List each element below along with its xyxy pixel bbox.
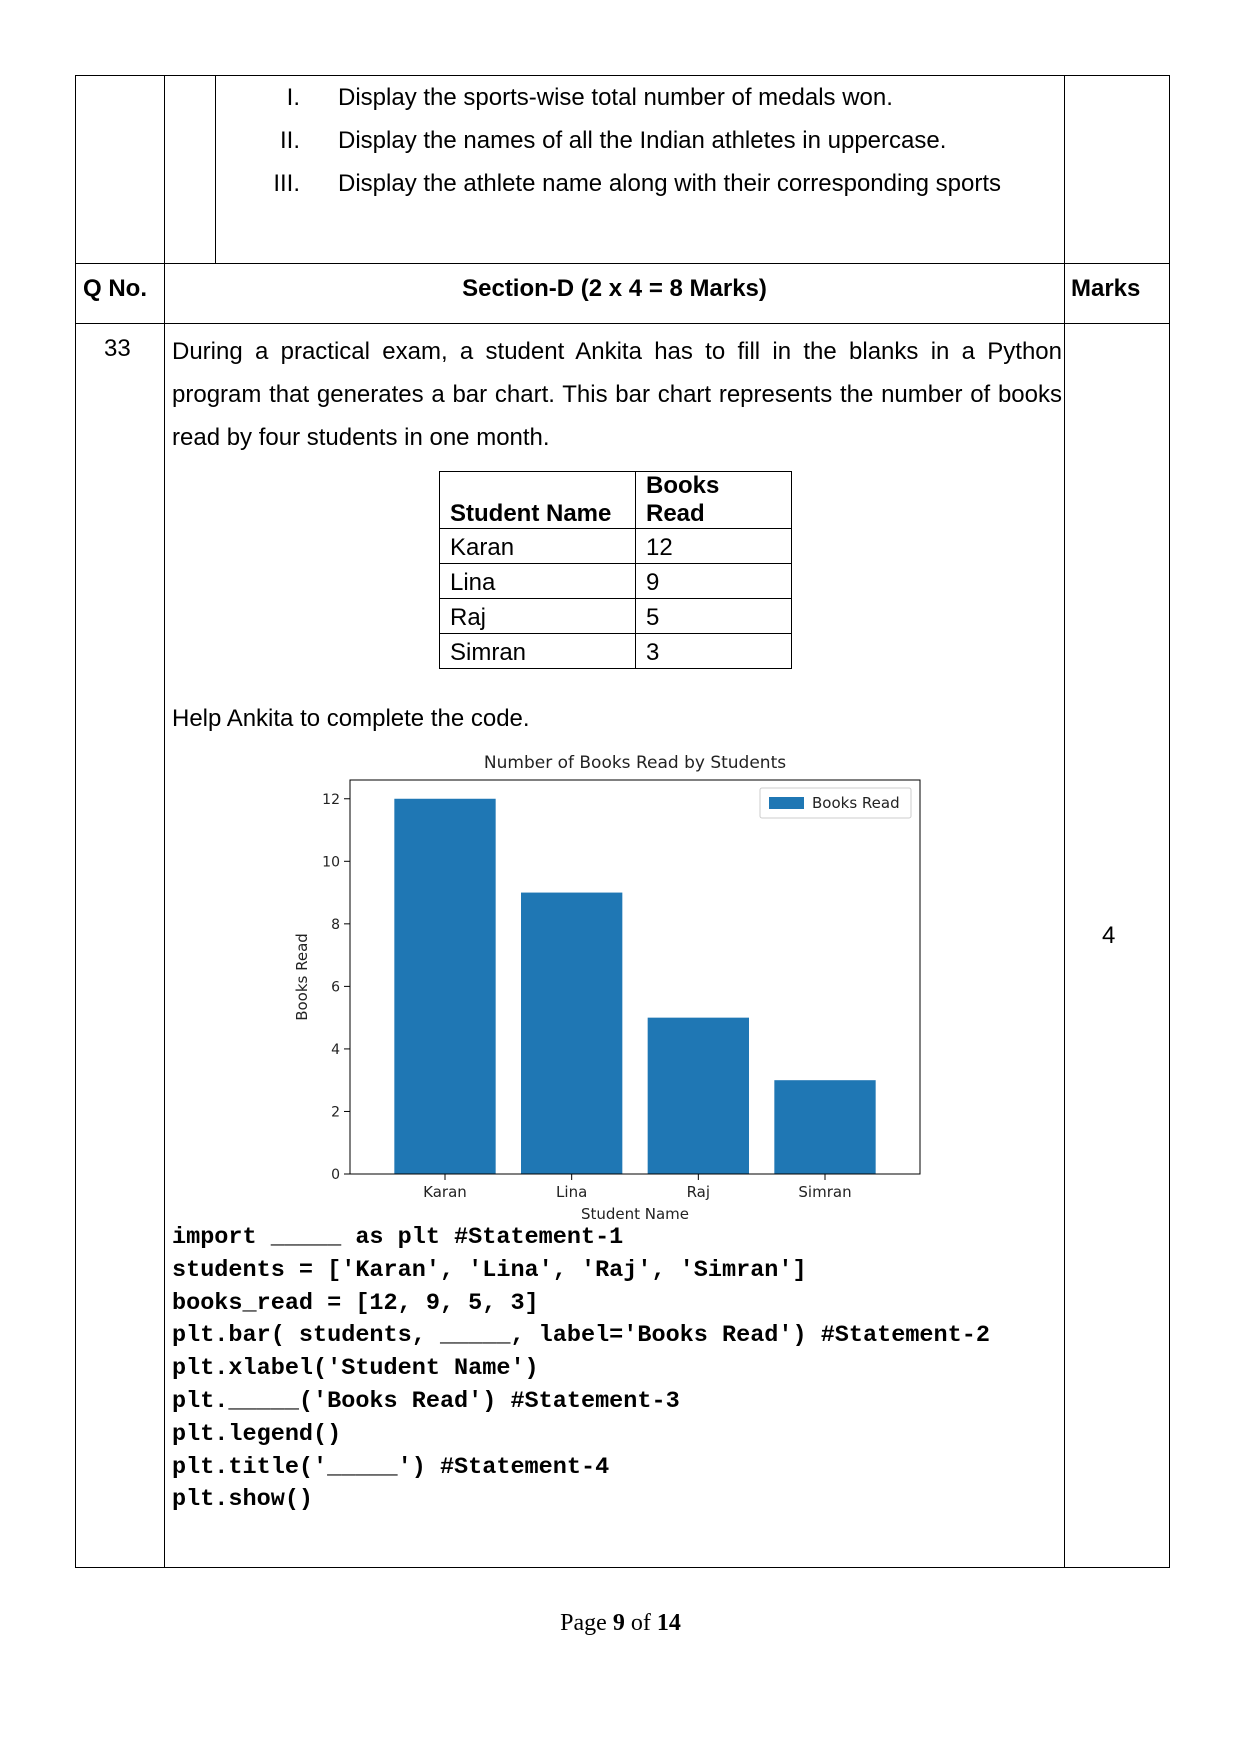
code-block (172, 1222, 990, 1517)
chart-bars (394, 799, 875, 1174)
y-tick-label: 0 (331, 1167, 340, 1183)
item-number: I. (286, 84, 300, 111)
code-line: plt.bar( students, _____, label='Books Read') #Statement-2 (172, 1322, 990, 1350)
table-cell: Lina (440, 564, 636, 599)
x-axis-label: Student Name (580, 1205, 690, 1223)
table-cell: 9 (636, 564, 792, 599)
bar-karan (394, 799, 495, 1174)
legend-label: Books Read (812, 794, 900, 812)
row-divider-header-bottom (75, 323, 1170, 324)
bar-chart (280, 745, 940, 1225)
marks-header: Marks (1071, 275, 1141, 302)
table-header-row (440, 472, 792, 529)
code-line: import _____ as plt #Statement-1 (172, 1224, 624, 1251)
row-divider-header-top (75, 263, 1170, 264)
x-tick-label: Lina (556, 1183, 588, 1201)
table-row (440, 599, 792, 634)
footer-of-word: of (630, 1610, 651, 1636)
code-line: books_read = [12, 9, 5, 3] (172, 1289, 539, 1317)
y-tick-label: 6 (331, 979, 340, 996)
x-tick-label: Raj (686, 1183, 711, 1201)
footer-page-number: 9 (612, 1610, 625, 1636)
code-line: plt.title('_____') #Statement-4 (172, 1453, 610, 1481)
item-text: Display the athlete name along with their corresponding sports (338, 170, 1002, 197)
table-cell: 5 (636, 599, 792, 634)
bar-simran (774, 1080, 875, 1174)
question-marks: 4 (1102, 922, 1116, 949)
qno-header: Q No. (83, 275, 147, 302)
table-row (440, 564, 792, 599)
item-text: Display the names of all the Indian athletes in uppercase. (338, 127, 947, 154)
y-tick-label: 10 (322, 854, 340, 871)
table-row (440, 529, 792, 564)
table-header-cell: Books Read (636, 472, 792, 529)
legend-swatch (769, 797, 804, 809)
question-number: 33 (104, 335, 131, 362)
bar-raj (648, 1018, 749, 1174)
y-tick-label: 8 (331, 916, 340, 933)
table-header-cell: Student Name (440, 472, 636, 529)
table-cell: Simran (440, 634, 636, 669)
col-divider-sub (215, 75, 216, 263)
chart-legend (760, 788, 911, 818)
code-line: plt.show() (172, 1486, 314, 1514)
table-cell: Raj (440, 599, 636, 634)
help-text: Help Ankita to complete the code. (172, 705, 530, 732)
x-tick-label: Karan (423, 1183, 467, 1201)
table-row (440, 634, 792, 669)
bar-lina (521, 893, 622, 1174)
item-number: III. (273, 170, 300, 197)
footer-page-word: Page (560, 1610, 607, 1636)
x-axis-ticks (423, 1174, 851, 1201)
code-line: plt._____('Books Read') #Statement-3 (172, 1387, 680, 1415)
page-footer (0, 1610, 1241, 1637)
y-tick-label: 4 (331, 1041, 340, 1058)
item-text: Display the sports-wise total number of medals won. (338, 84, 893, 111)
y-tick-label: 12 (322, 791, 340, 808)
col-divider-marks (1064, 75, 1065, 1568)
y-axis-ticks (322, 792, 350, 1183)
question-text: During a practical exam, a student Ankita has to fill in the blanks in a Python program that generates a bar chart. This bar chart represents the number of books read by four students in one month. (172, 338, 1062, 451)
footer-total-pages: 14 (656, 1610, 681, 1636)
table-cell: 3 (636, 634, 792, 669)
code-line: students = ['Karan', 'Lina', 'Raj', 'Simran'] (172, 1256, 807, 1284)
item-number: II. (279, 127, 300, 154)
y-tick-label: 2 (331, 1104, 340, 1121)
table-cell: Karan (440, 529, 636, 564)
x-tick-label: Simran (798, 1183, 852, 1201)
y-axis-label: Books Read (293, 933, 311, 1021)
books-table (439, 471, 792, 669)
code-line: plt.legend() (172, 1420, 342, 1448)
table-cell: 12 (636, 529, 792, 564)
chart-title: Number of Books Read by Students (483, 753, 787, 773)
code-line: plt.xlabel('Student Name') (172, 1355, 539, 1383)
section-title: Section-D (2 x 4 = 8 Marks) (462, 275, 767, 302)
